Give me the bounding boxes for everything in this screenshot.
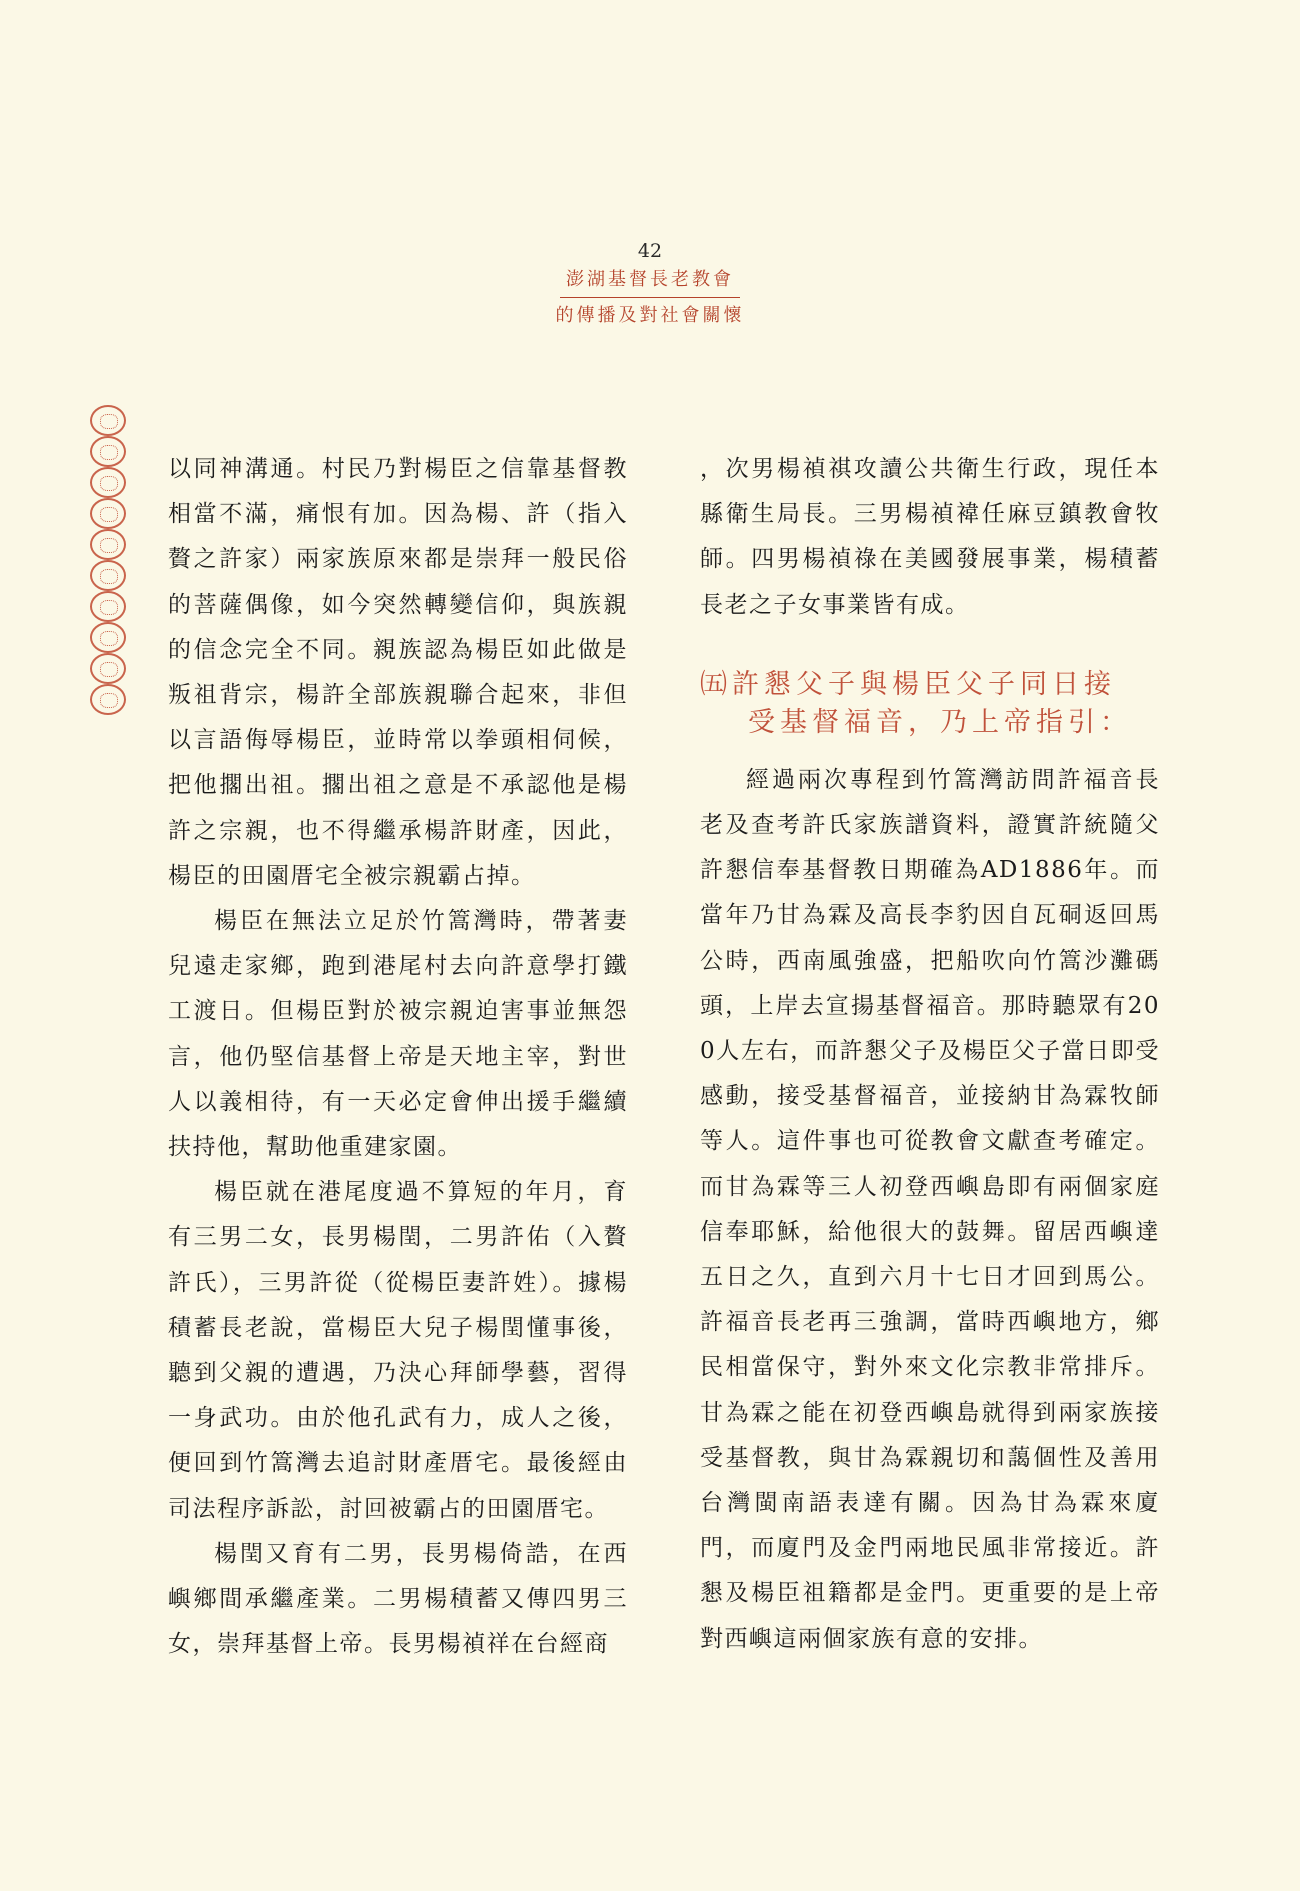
decorative-seal-strip — [90, 405, 130, 715]
section-heading-line2: 受基督福音，乃上帝指引： — [748, 706, 1132, 738]
right-column — [700, 447, 1160, 1662]
page-header — [520, 236, 780, 330]
paragraph: 楊臣在無法立足於竹篙灣時，帶著妻兒遠走家鄉，跑到港尾村去向許意學打鐵工渡日。但楊臣對於被宗親迫害事並無怨言，他仍堅信基督上帝是天地主宰，對世人以義相待，有一天必定會伸出援手繼續扶持他，幫助他重建家園。 — [168, 908, 628, 1161]
seal-icon — [90, 467, 126, 498]
section-heading — [700, 666, 1160, 742]
paragraph: 楊閏又育有二男，長男楊倚誥，在西嶼鄉間承繼產業。二男楊積蓄又傳四男三女，崇拜基督上帝。長男楊禎祥在台經商 — [168, 1540, 628, 1658]
seal-icon — [90, 653, 126, 684]
running-title-line1: 澎湖基督長老教會 — [566, 269, 734, 290]
paragraph: 以同神溝通。村民乃對楊臣之信靠基督教相當不滿，痛恨有加。因為楊、許（指入贅之許家）兩家族原來都是崇拜一般民俗的菩薩偶像，如今突然轉變信仰，與族親的信念完全不同。親族認為楊臣如此做是叛祖背宗，楊許全部族親聯合起來，非但以言語侮辱楊臣，並時常以拳頭相伺候，把他擱出祖。擱出祖之意是不承認他是楊許之宗親，也不得繼承楊許財產，因此，楊臣的田園厝宅全被宗親霸占掉。 — [168, 456, 628, 889]
seal-icon — [90, 436, 126, 467]
paragraph: 楊臣就在港尾度過不算短的年月，育有三男二女，長男楊閏，二男許佑（入贅許氏），三男許從（從楊臣妻許姓）。據楊積蓄長老說，當楊臣大兒子楊閏懂事後，聽到父親的遭遇，乃決心拜師學藝，習得一身武功。由於他孔武有力，成人之後，便回到竹篙灣去追討財產厝宅。最後經由司法程序訴訟，討回被霸占的田園厝宅。 — [168, 1179, 628, 1522]
left-column — [168, 447, 628, 1667]
paragraph: ，次男楊禎祺攻讀公共衛生行政，現任本縣衛生局長。三男楊禎褘任麻豆鎮教會牧師。四男楊禎祿在美國發展事業，楊積蓄長老之子女事業皆有成。 — [700, 456, 1160, 618]
running-title-line2: 的傳播及對社會關懷 — [555, 305, 745, 326]
seal-icon — [90, 498, 126, 529]
seal-icon — [90, 684, 126, 715]
section-heading-line1: ㈤許懇父子與楊臣父子同日接 — [700, 668, 1116, 700]
seal-icon — [90, 560, 126, 591]
seal-icon — [90, 591, 126, 622]
page-number: 42 — [637, 240, 663, 262]
seal-icon — [90, 622, 126, 653]
seal-icon — [90, 405, 126, 436]
header-divider — [560, 297, 740, 298]
paragraph: 經過兩次專程到竹篙灣訪問許福音長老及查考許氏家族譜資料，證實許統隨父許懇信奉基督教日期確為AD1886年。而當年乃甘為霖及高長李豹因自瓦硐返回馬公時，西南風強盛，把船吹向竹篙沙灘碼頭，上岸去宣揚基督福音。那時聽眾有200人左右，而許懇父子及楊臣父子當日即受感動，接受基督福音，並接納甘為霖牧師等人。這件事也可從教會文獻查考確定。而甘為霖等三人初登西嶼島即有兩個家庭信奉耶穌，給他很大的鼓舞。留居西嶼達五日之久，直到六月十七日才回到馬公。許福音長老再三強調，當時西嶼地方，鄉民相當保守，對外來文化宗教非常排斥。甘為霖之能在初登西嶼島就得到兩家族接受基督教，與甘為霖親切和藹個性及善用台灣閩南語表達有關。因為甘為霖來廈門，而廈門及金門兩地民風非常接近。許懇及楊臣祖籍都是金門。更重要的是上帝對西嶼這兩個家族有意的安排。 — [700, 766, 1160, 1652]
seal-icon — [90, 529, 126, 560]
